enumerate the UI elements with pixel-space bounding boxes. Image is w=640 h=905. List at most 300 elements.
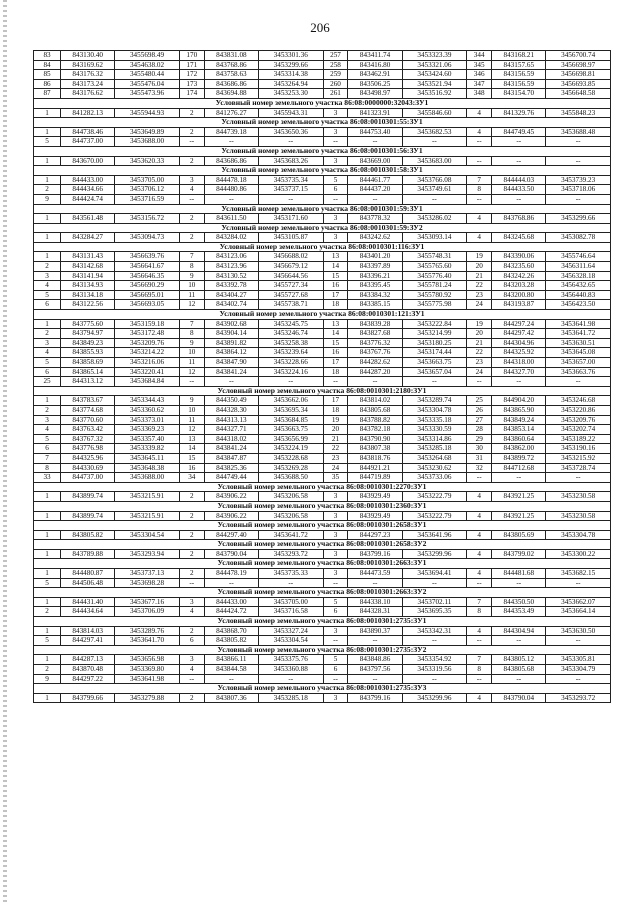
- cell-point-no: 11: [179, 290, 204, 300]
- cell-y-coord: 3453716.58: [258, 607, 323, 617]
- cell-point-no: 257: [323, 51, 348, 61]
- cell-point-no: 4: [179, 607, 204, 617]
- cell-point-no: 19: [467, 319, 492, 329]
- cell-x-coord: 844433.00: [204, 597, 258, 607]
- cell-y-coord: 3456641.67: [115, 262, 180, 272]
- cell-x-coord: 843200.80: [492, 290, 546, 300]
- cell-y-coord: 3453688.50: [258, 473, 323, 483]
- cell-point-no: 32: [467, 463, 492, 473]
- cell-x-coord: 844330.69: [61, 463, 115, 473]
- cell-y-coord: --: [546, 578, 611, 588]
- cell-x-coord: --: [348, 578, 402, 588]
- cell-x-coord: 843921.25: [492, 511, 546, 521]
- table-row: [34, 108, 611, 118]
- cell-x-coord: 844904.20: [492, 396, 546, 406]
- cell-x-coord: 844325.92: [492, 348, 546, 358]
- table-row: [34, 626, 611, 636]
- cell-y-coord: 3453705.00: [115, 175, 180, 185]
- cell-point-no: 7: [179, 319, 204, 329]
- cell-y-coord: 3453649.89: [115, 127, 180, 137]
- cell-point-no: --: [179, 137, 204, 147]
- cell-x-coord: 843864.12: [204, 348, 258, 358]
- cell-x-coord: 843849.23: [61, 338, 115, 348]
- cell-x-coord: 843123.96: [204, 262, 258, 272]
- cell-point-no: 3: [323, 569, 348, 579]
- cell-x-coord: 843395.45: [348, 281, 402, 291]
- table-row: [34, 655, 611, 665]
- cell-point-no: 6: [34, 300, 61, 310]
- cell-point-no: 19: [467, 252, 492, 262]
- cell-x-coord: 843390.06: [492, 252, 546, 262]
- cell-y-coord: 3453718.06: [546, 185, 611, 195]
- cell-y-coord: 3453663.75: [258, 425, 323, 435]
- cell-point-no: 9: [34, 674, 61, 684]
- cell-x-coord: 843906.22: [204, 492, 258, 502]
- cell-point-no: 4: [467, 549, 492, 559]
- cell-y-coord: 3453327.24: [258, 626, 323, 636]
- cell-point-no: 6: [34, 367, 61, 377]
- cell-x-coord: 843855.93: [61, 348, 115, 358]
- cell-x-coord: 844350.50: [492, 597, 546, 607]
- cell-point-no: 3: [323, 233, 348, 243]
- cell-point-no: 18: [323, 300, 348, 310]
- cell-point-no: 4: [467, 214, 492, 224]
- cell-x-coord: 844749.45: [492, 127, 546, 137]
- cell-point-no: 18: [323, 367, 348, 377]
- table-row: [34, 233, 611, 243]
- cell-y-coord: --: [546, 194, 611, 204]
- cell-point-no: 27: [467, 415, 492, 425]
- cell-y-coord: 3453299.66: [546, 214, 611, 224]
- cell-y-coord: 3455698.49: [115, 51, 180, 61]
- table-row: [34, 597, 611, 607]
- cell-y-coord: --: [258, 194, 323, 204]
- cell-y-coord: 3453159.18: [115, 319, 180, 329]
- cell-x-coord: 843669.00: [348, 156, 402, 166]
- cell-point-no: 3: [323, 626, 348, 636]
- cell-point-no: 2: [179, 693, 204, 703]
- cell-x-coord: 843235.60: [492, 262, 546, 272]
- cell-x-coord: 843156.59: [492, 79, 546, 89]
- cell-point-no: 10: [179, 348, 204, 358]
- cell-x-coord: 844304.96: [492, 338, 546, 348]
- cell-point-no: 6: [323, 665, 348, 675]
- cell-y-coord: 3453189.22: [546, 434, 611, 444]
- cell-y-coord: 3456646.35: [115, 271, 180, 281]
- cell-point-no: 2: [34, 405, 61, 415]
- table-row: [34, 367, 611, 377]
- cell-point-no: 5: [34, 578, 61, 588]
- parcel-title: Условный номер земельного участка 86:08:0010301:56:ЗУ1: [34, 146, 611, 156]
- cell-y-coord: 3455943.31: [258, 108, 323, 118]
- cell-x-coord: 843899.74: [61, 492, 115, 502]
- cell-x-coord: 843783.67: [61, 396, 115, 406]
- cell-y-coord: 3453206.58: [258, 511, 323, 521]
- cell-point-no: 23: [467, 290, 492, 300]
- cell-point-no: 23: [467, 358, 492, 368]
- cell-x-coord: 844297.24: [492, 319, 546, 329]
- cell-y-coord: 3453206.58: [258, 492, 323, 502]
- cell-x-coord: 844313.12: [61, 377, 115, 387]
- cell-y-coord: 3454638.02: [115, 60, 180, 70]
- cell-point-no: --: [179, 674, 204, 684]
- cell-y-coord: 3453641.72: [546, 329, 611, 339]
- cell-y-coord: 3453641.98: [546, 319, 611, 329]
- cell-y-coord: 3453228.68: [258, 453, 323, 463]
- cell-x-coord: 844478.19: [204, 569, 258, 579]
- cell-point-no: --: [467, 674, 492, 684]
- cell-point-no: 1: [34, 156, 61, 166]
- table-row: [34, 492, 611, 502]
- table-row: [34, 137, 611, 147]
- cell-y-coord: 3453246.68: [546, 396, 611, 406]
- cell-point-no: 13: [179, 434, 204, 444]
- table-row: [34, 453, 611, 463]
- cell-x-coord: 844461.77: [348, 175, 402, 185]
- cell-y-coord: 3453216.06: [115, 358, 180, 368]
- cell-point-no: 2: [179, 549, 204, 559]
- cell-x-coord: --: [492, 674, 546, 684]
- cell-y-coord: 3453739.23: [546, 175, 611, 185]
- cell-y-coord: 3453335.18: [402, 415, 467, 425]
- cell-y-coord: 3453222.79: [402, 511, 467, 521]
- cell-x-coord: --: [348, 137, 402, 147]
- cell-x-coord: 843131.43: [61, 252, 115, 262]
- cell-x-coord: 841276.27: [204, 108, 258, 118]
- cell-y-coord: 3453190.16: [546, 444, 611, 454]
- cell-x-coord: 844297.22: [61, 674, 115, 684]
- cell-point-no: 3: [179, 175, 204, 185]
- cell-y-coord: 3453285.18: [258, 693, 323, 703]
- table-row: [34, 665, 611, 675]
- cell-y-coord: 3456695.01: [115, 290, 180, 300]
- cell-point-no: --: [467, 578, 492, 588]
- cell-y-coord: 3453663.76: [546, 367, 611, 377]
- cell-x-coord: 843141.94: [61, 271, 115, 281]
- cell-x-coord: 844297.42: [492, 329, 546, 339]
- cell-x-coord: 843770.60: [61, 415, 115, 425]
- cell-point-no: 5: [34, 290, 61, 300]
- cell-point-no: 2: [34, 185, 61, 195]
- cell-y-coord: --: [402, 194, 467, 204]
- cell-x-coord: 841282.13: [61, 108, 115, 118]
- cell-x-coord: 844739.18: [204, 127, 258, 137]
- cell-x-coord: 843561.48: [61, 214, 115, 224]
- cell-y-coord: 3453220.86: [546, 405, 611, 415]
- cell-x-coord: 843805.82: [61, 530, 115, 540]
- cell-x-coord: 843154.70: [492, 89, 546, 99]
- table-row: [34, 607, 611, 617]
- cell-y-coord: 3453664.14: [546, 607, 611, 617]
- cell-point-no: 17: [323, 290, 348, 300]
- parcel-title: Условный номер земельного участка 86:08:0010301:2735:ЗУ1: [34, 617, 611, 627]
- parcel-title: Условный номер земельного участка 86:08:0010301:121:ЗУ1: [34, 310, 611, 320]
- parcel-header-row: [34, 588, 611, 598]
- cell-point-no: 1: [34, 492, 61, 502]
- cell-y-coord: 3453215.91: [115, 511, 180, 521]
- cell-x-coord: 843173.24: [61, 79, 115, 89]
- cell-point-no: 11: [179, 415, 204, 425]
- table-row: [34, 214, 611, 224]
- cell-x-coord: 844433.00: [61, 175, 115, 185]
- cell-x-coord: 843411.74: [348, 51, 402, 61]
- cell-y-coord: 3453299.66: [258, 60, 323, 70]
- cell-y-coord: 3453299.96: [402, 549, 467, 559]
- cell-y-coord: 3456311.64: [546, 262, 611, 272]
- cell-point-no: 7: [467, 175, 492, 185]
- cell-x-coord: 843865.14: [61, 367, 115, 377]
- table-row: [34, 636, 611, 646]
- cell-point-no: 22: [467, 281, 492, 291]
- cell-x-coord: --: [348, 377, 402, 387]
- cell-point-no: 4: [467, 626, 492, 636]
- table-row: [34, 358, 611, 368]
- cell-point-no: --: [323, 137, 348, 147]
- cell-y-coord: 3453705.00: [258, 597, 323, 607]
- cell-y-coord: --: [402, 137, 467, 147]
- cell-point-no: 3: [323, 693, 348, 703]
- cell-point-no: 84: [34, 60, 61, 70]
- cell-y-coord: --: [258, 674, 323, 684]
- cell-y-coord: 3453314.86: [402, 434, 467, 444]
- cell-point-no: 16: [323, 281, 348, 291]
- cell-y-coord: 3456423.50: [546, 300, 611, 310]
- cell-point-no: --: [179, 578, 204, 588]
- cell-y-coord: 3453304.79: [546, 665, 611, 675]
- cell-point-no: 15: [323, 338, 348, 348]
- cell-x-coord: 843827.68: [348, 329, 402, 339]
- parcel-header-row: [34, 204, 611, 214]
- cell-point-no: 21: [467, 271, 492, 281]
- cell-y-coord: 3453180.25: [402, 338, 467, 348]
- cell-x-coord: 844325.96: [61, 453, 115, 463]
- parcel-header-row: [34, 118, 611, 128]
- cell-x-coord: 843193.87: [492, 300, 546, 310]
- cell-point-no: 11: [179, 358, 204, 368]
- cell-point-no: 28: [467, 425, 492, 435]
- cell-x-coord: 844431.40: [61, 597, 115, 607]
- cell-point-no: 1: [34, 127, 61, 137]
- cell-x-coord: 843865.90: [492, 405, 546, 415]
- cell-x-coord: 844480.87: [61, 569, 115, 579]
- cell-point-no: 5: [323, 175, 348, 185]
- cell-x-coord: --: [492, 156, 546, 166]
- parcel-title: Условный номер земельного участка 86:08:0010301:2270:ЗУ1: [34, 482, 611, 492]
- cell-y-coord: 3453094.73: [115, 233, 180, 243]
- cell-x-coord: 844287.20: [348, 367, 402, 377]
- cell-y-coord: 3453264.94: [258, 79, 323, 89]
- cell-x-coord: --: [348, 674, 402, 684]
- cell-point-no: 6: [323, 607, 348, 617]
- cell-x-coord: --: [204, 377, 258, 387]
- cell-x-coord: 844350.49: [204, 396, 258, 406]
- table-row: [34, 89, 611, 99]
- cell-y-coord: 3453105.87: [258, 233, 323, 243]
- cell-point-no: 5: [34, 434, 61, 444]
- cell-point-no: 26: [467, 405, 492, 415]
- cell-point-no: 20: [467, 262, 492, 272]
- parcel-header-row: [34, 645, 611, 655]
- cell-x-coord: 843788.82: [348, 415, 402, 425]
- cell-y-coord: 3453663.75: [402, 358, 467, 368]
- parcel-title: Условный номер земельного участка 86:08:0010301:59:ЗУ1: [34, 204, 611, 214]
- cell-y-coord: 3453728.74: [546, 463, 611, 473]
- cell-y-coord: 3453749.61: [402, 185, 467, 195]
- cell-point-no: 4: [467, 569, 492, 579]
- cell-point-no: 21: [323, 434, 348, 444]
- cell-x-coord: 843841.24: [204, 367, 258, 377]
- cell-y-coord: --: [546, 636, 611, 646]
- cell-x-coord: 843686.86: [204, 79, 258, 89]
- cell-point-no: --: [323, 377, 348, 387]
- cell-x-coord: 844328.31: [348, 607, 402, 617]
- cell-y-coord: 3453293.72: [258, 549, 323, 559]
- cell-y-coord: 3455727.68: [258, 290, 323, 300]
- table-row: [34, 434, 611, 444]
- cell-x-coord: 843758.63: [204, 70, 258, 80]
- cell-point-no: 5: [34, 137, 61, 147]
- cell-x-coord: 843169.62: [61, 60, 115, 70]
- table-row: [34, 79, 611, 89]
- cell-y-coord: 3453299.96: [402, 693, 467, 703]
- cell-x-coord: --: [492, 194, 546, 204]
- cell-x-coord: 844753.40: [348, 127, 402, 137]
- cell-point-no: 6: [34, 444, 61, 454]
- cell-y-coord: 3453230.58: [546, 492, 611, 502]
- table-row: [34, 377, 611, 387]
- cell-x-coord: 843242.26: [492, 271, 546, 281]
- cell-point-no: 6: [179, 636, 204, 646]
- parcel-header-row: [34, 559, 611, 569]
- cell-x-coord: 843794.97: [61, 329, 115, 339]
- cell-y-coord: --: [258, 377, 323, 387]
- cell-y-coord: 3453301.36: [258, 51, 323, 61]
- cell-y-coord: 3453215.92: [546, 453, 611, 463]
- cell-x-coord: 843462.91: [348, 70, 402, 80]
- cell-point-no: --: [323, 194, 348, 204]
- cell-point-no: 13: [323, 319, 348, 329]
- cell-x-coord: 844353.49: [492, 607, 546, 617]
- cell-point-no: 5: [323, 655, 348, 665]
- cell-x-coord: 843866.11: [204, 655, 258, 665]
- cell-x-coord: 844506.48: [61, 578, 115, 588]
- cell-point-no: 4: [467, 511, 492, 521]
- cell-y-coord: 3456432.65: [546, 281, 611, 291]
- cell-y-coord: 3453230.58: [546, 511, 611, 521]
- cell-x-coord: 843906.22: [204, 511, 258, 521]
- cell-point-no: 2: [179, 108, 204, 118]
- cell-y-coord: 3453215.91: [115, 492, 180, 502]
- cell-y-coord: 3455780.92: [402, 290, 467, 300]
- cell-point-no: 9: [34, 194, 61, 204]
- cell-x-coord: 844481.68: [492, 569, 546, 579]
- table-row: [34, 674, 611, 684]
- cell-y-coord: 3453657.04: [402, 367, 467, 377]
- cell-y-coord: 3453258.38: [258, 338, 323, 348]
- cell-x-coord: 843847.87: [204, 453, 258, 463]
- cell-x-coord: 843506.25: [348, 79, 402, 89]
- cell-x-coord: 843921.25: [492, 492, 546, 502]
- cell-y-coord: 3453737.15: [258, 185, 323, 195]
- cell-x-coord: 843929.49: [348, 511, 402, 521]
- cell-x-coord: 844282.62: [348, 358, 402, 368]
- cell-point-no: 22: [467, 348, 492, 358]
- cell-x-coord: 843767.76: [348, 348, 402, 358]
- cell-x-coord: 843404.27: [204, 290, 258, 300]
- table-row: [34, 290, 611, 300]
- cell-y-coord: 3453645.08: [546, 348, 611, 358]
- cell-point-no: 8: [179, 329, 204, 339]
- cell-x-coord: 844712.68: [492, 463, 546, 473]
- cell-point-no: 12: [179, 300, 204, 310]
- cell-y-coord: 3455776.40: [402, 271, 467, 281]
- cell-x-coord: 843130.40: [61, 51, 115, 61]
- parcel-header-row: [34, 501, 611, 511]
- cell-point-no: --: [467, 473, 492, 483]
- cell-y-coord: 3453682.53: [402, 127, 467, 137]
- cell-y-coord: 3453641.96: [402, 530, 467, 540]
- cell-point-no: 348: [467, 89, 492, 99]
- cell-x-coord: 844437.20: [348, 185, 402, 195]
- cell-x-coord: --: [204, 137, 258, 147]
- cell-x-coord: 843763.42: [61, 425, 115, 435]
- cell-y-coord: 3453650.36: [258, 127, 323, 137]
- cell-x-coord: 844297.41: [61, 636, 115, 646]
- parcel-header-row: [34, 540, 611, 550]
- cell-point-no: 2: [179, 156, 204, 166]
- cell-y-coord: 3455765.60: [402, 262, 467, 272]
- cell-x-coord: 844473.59: [348, 569, 402, 579]
- cell-x-coord: 841323.91: [348, 108, 402, 118]
- cell-point-no: 1: [34, 214, 61, 224]
- cell-point-no: 259: [323, 70, 348, 80]
- cell-x-coord: 843134.93: [61, 281, 115, 291]
- cell-x-coord: 843670.00: [61, 156, 115, 166]
- cell-x-coord: 843203.28: [492, 281, 546, 291]
- cell-point-no: 15: [179, 453, 204, 463]
- cell-y-coord: 3453171.60: [258, 214, 323, 224]
- cell-x-coord: 843130.52: [204, 271, 258, 281]
- cell-point-no: --: [323, 674, 348, 684]
- cell-y-coord: 3453648.38: [115, 463, 180, 473]
- cell-point-no: 7: [467, 597, 492, 607]
- cell-x-coord: 843797.56: [348, 665, 402, 675]
- cell-y-coord: 3453264.68: [402, 453, 467, 463]
- cell-y-coord: 3453695.35: [402, 607, 467, 617]
- cell-point-no: 35: [323, 473, 348, 483]
- cell-y-coord: 3453360.62: [115, 405, 180, 415]
- cell-point-no: 3: [323, 127, 348, 137]
- cell-point-no: 172: [179, 70, 204, 80]
- cell-x-coord: 843397.89: [348, 262, 402, 272]
- cell-y-coord: --: [258, 578, 323, 588]
- cell-y-coord: 3455473.96: [115, 89, 180, 99]
- cell-x-coord: --: [492, 578, 546, 588]
- cell-point-no: 1: [34, 626, 61, 636]
- cell-y-coord: 3456693.85: [546, 79, 611, 89]
- table-row: [34, 281, 611, 291]
- cell-x-coord: 843899.72: [492, 453, 546, 463]
- cell-y-coord: 3453342.31: [402, 626, 467, 636]
- cell-point-no: 19: [323, 415, 348, 425]
- cell-point-no: --: [323, 636, 348, 646]
- cell-point-no: 2: [34, 607, 61, 617]
- cell-point-no: 34: [179, 473, 204, 483]
- cell-y-coord: 3453706.09: [115, 607, 180, 617]
- cell-point-no: 1: [34, 396, 61, 406]
- cell-point-no: 345: [467, 60, 492, 70]
- cell-y-coord: 3453214.99: [402, 329, 467, 339]
